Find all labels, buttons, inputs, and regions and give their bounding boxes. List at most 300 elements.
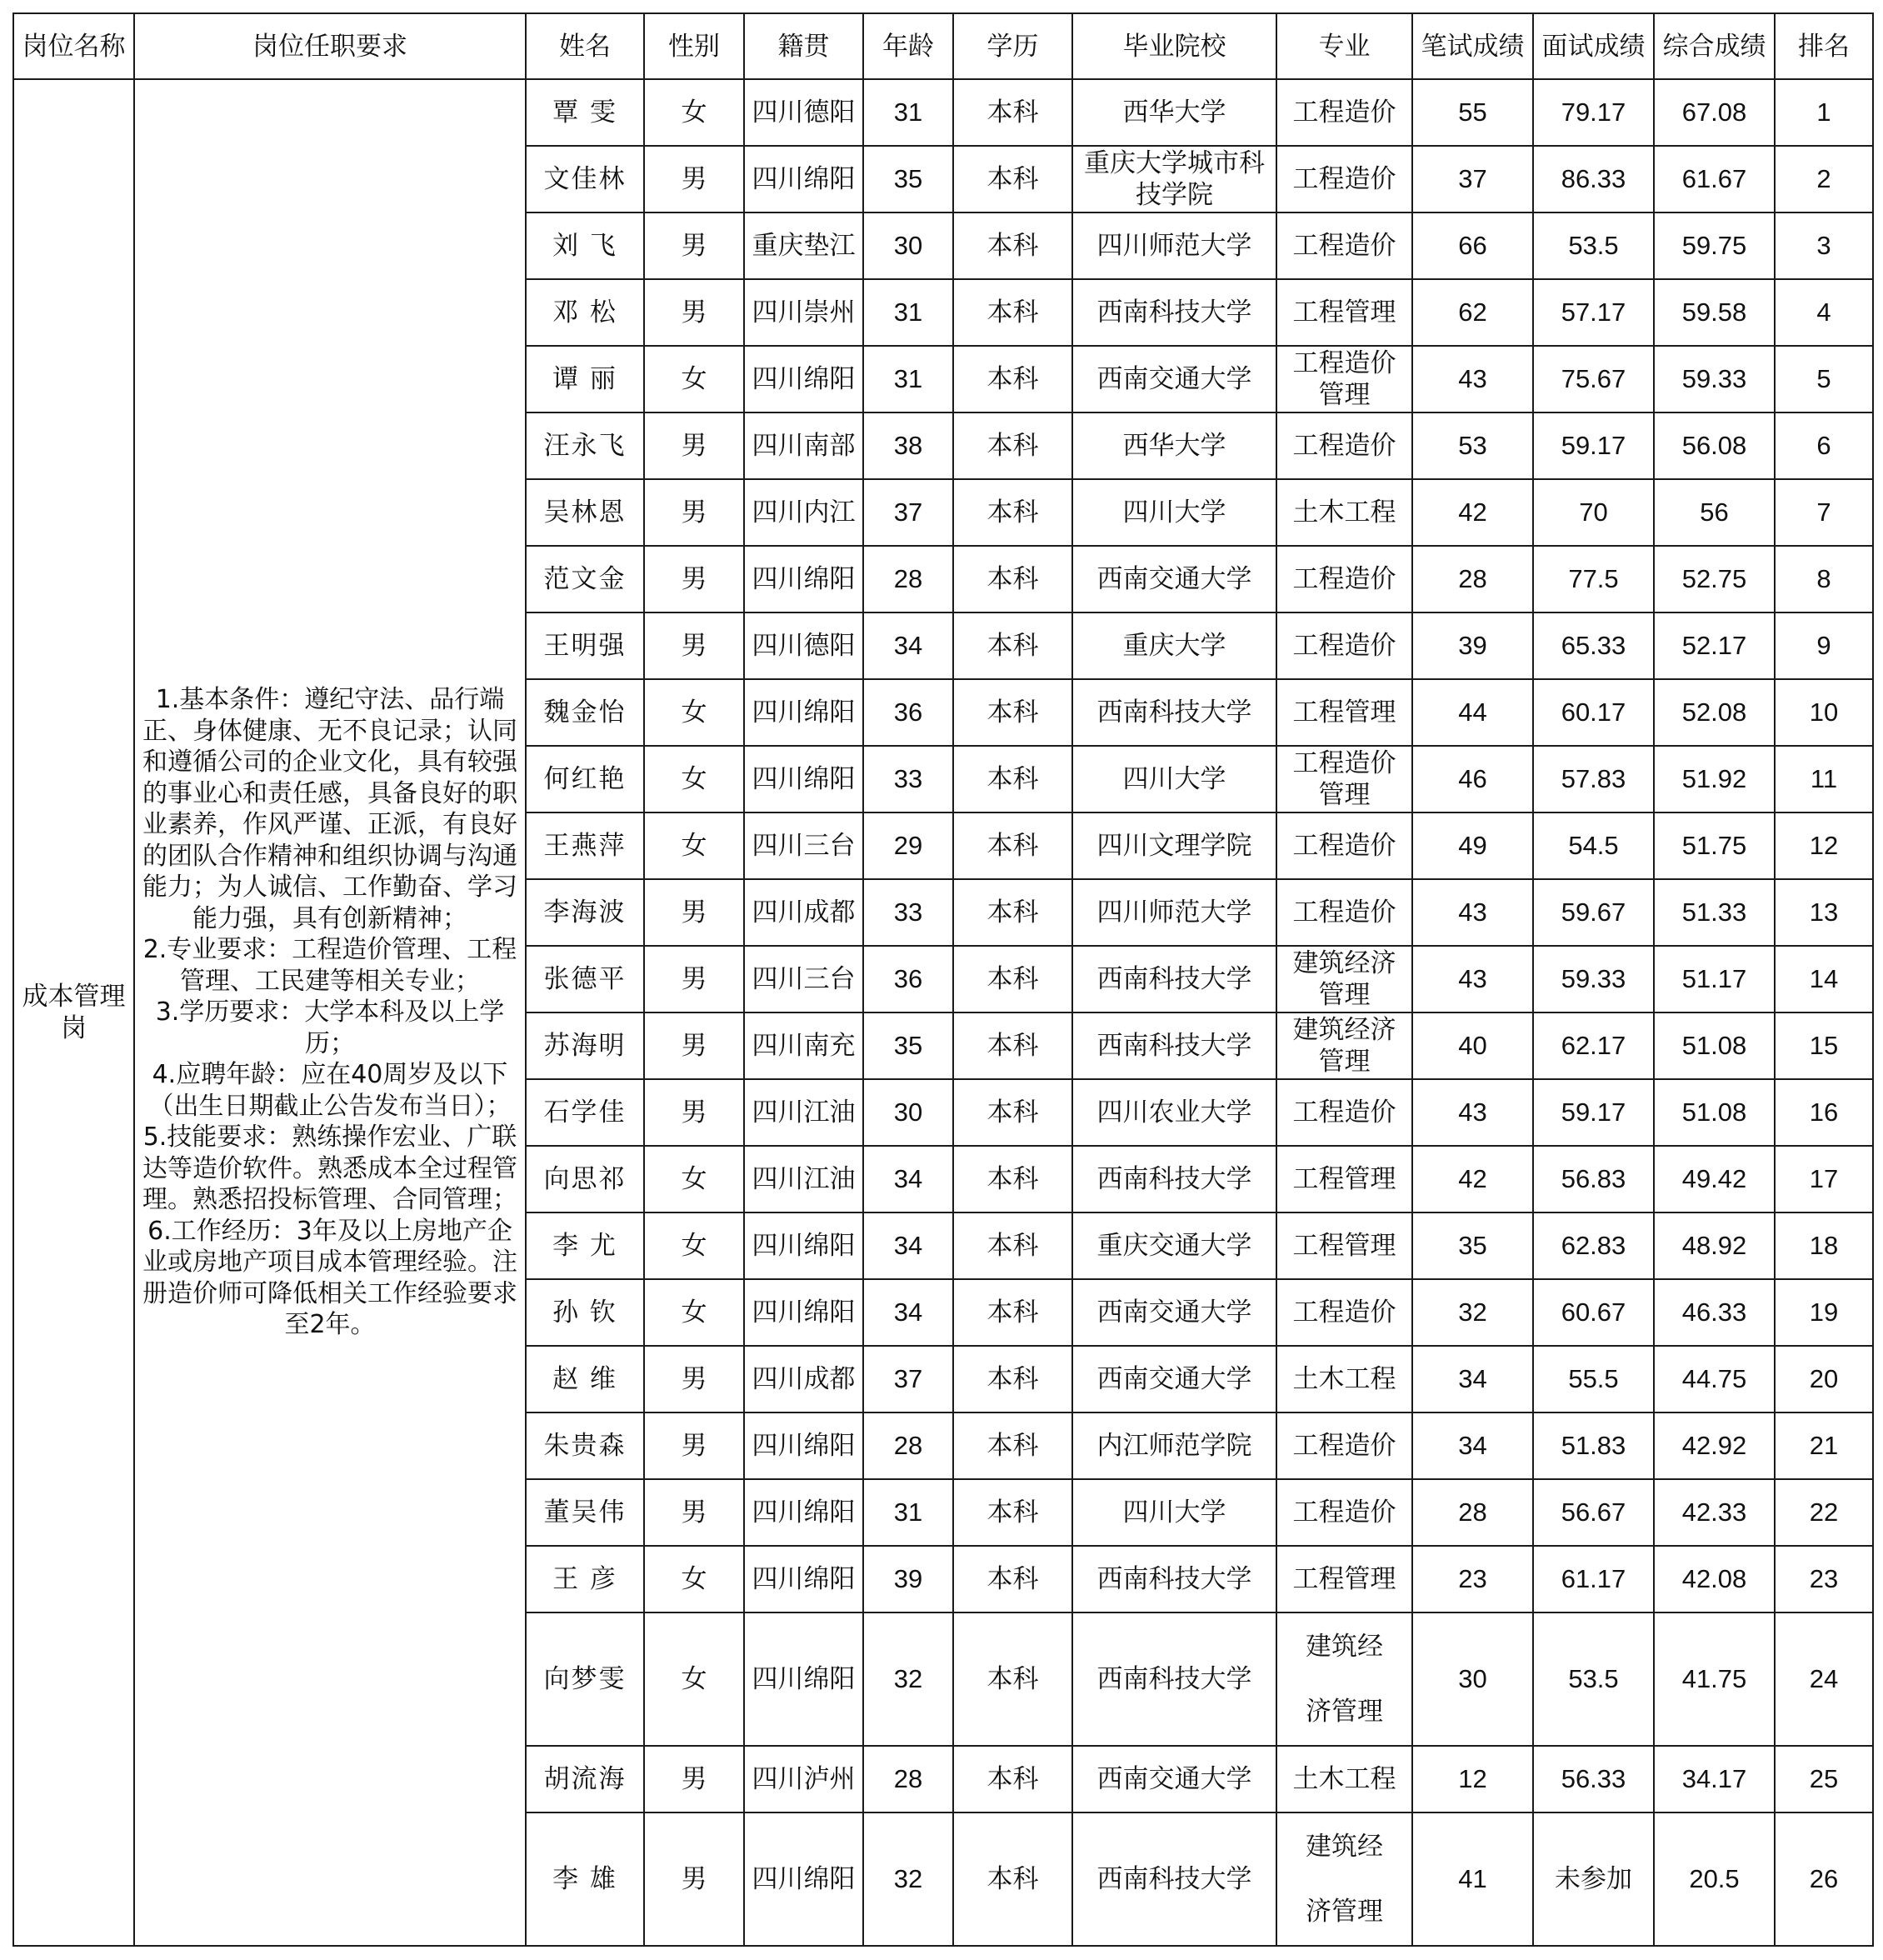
name-cell: 王 彦 — [526, 1546, 644, 1612]
name-cell: 石学佳 — [526, 1079, 644, 1146]
name-cell: 朱贵森 — [526, 1412, 644, 1479]
total-score-cell: 51.33 — [1654, 879, 1775, 946]
total-score-cell: 56.08 — [1654, 412, 1775, 479]
school-cell: 西华大学 — [1072, 412, 1276, 479]
education-cell: 本科 — [953, 1612, 1072, 1746]
major-cell: 工程管理 — [1276, 1546, 1412, 1612]
written-score-cell: 41 — [1412, 1812, 1533, 1946]
written-score-cell: 28 — [1412, 1479, 1533, 1546]
written-score-cell: 46 — [1412, 746, 1533, 812]
header-requirements: 岗位任职要求 — [134, 13, 526, 79]
name-cell: 李 尤 — [526, 1212, 644, 1279]
school-cell: 四川农业大学 — [1072, 1079, 1276, 1146]
total-score-cell: 56 — [1654, 479, 1775, 546]
origin-cell: 四川绵阳 — [744, 1812, 863, 1946]
rank-cell: 23 — [1775, 1546, 1873, 1612]
name-cell: 谭 丽 — [526, 346, 644, 412]
written-score-cell: 62 — [1412, 279, 1533, 346]
school-cell: 西南科技大学 — [1072, 1812, 1276, 1946]
gender-cell: 女 — [644, 1212, 744, 1279]
major-cell: 建筑经济管理 — [1276, 1012, 1412, 1079]
rank-cell: 16 — [1775, 1079, 1873, 1146]
major-cell: 工程造价 — [1276, 1079, 1412, 1146]
school-cell: 西南交通大学 — [1072, 346, 1276, 412]
interview-score-cell: 59.17 — [1533, 1079, 1654, 1146]
gender-cell: 女 — [644, 812, 744, 879]
gender-cell: 男 — [644, 1746, 744, 1812]
written-score-cell: 43 — [1412, 1079, 1533, 1146]
header-gender: 性别 — [644, 13, 744, 79]
major-cell: 建筑经济管理 — [1276, 1812, 1412, 1946]
major-cell: 工程管理 — [1276, 279, 1412, 346]
name-cell: 邓 松 — [526, 279, 644, 346]
total-score-cell: 59.75 — [1654, 212, 1775, 279]
age-cell: 28 — [863, 1746, 953, 1812]
gender-cell: 男 — [644, 412, 744, 479]
origin-cell: 四川德阳 — [744, 612, 863, 679]
school-cell: 内江师范学院 — [1072, 1412, 1276, 1479]
interview-score-cell: 79.17 — [1533, 79, 1654, 146]
origin-cell: 重庆垫江 — [744, 212, 863, 279]
interview-score-cell: 53.5 — [1533, 1612, 1654, 1746]
age-cell: 31 — [863, 279, 953, 346]
age-cell: 33 — [863, 746, 953, 812]
total-score-cell: 46.33 — [1654, 1279, 1775, 1346]
major-cell: 工程造价 — [1276, 612, 1412, 679]
written-score-cell: 12 — [1412, 1746, 1533, 1812]
interview-score-cell: 未参加 — [1533, 1812, 1654, 1946]
total-score-cell: 48.92 — [1654, 1212, 1775, 1279]
gender-cell: 男 — [644, 1079, 744, 1146]
total-score-cell: 34.17 — [1654, 1746, 1775, 1812]
education-cell: 本科 — [953, 879, 1072, 946]
written-score-cell: 43 — [1412, 879, 1533, 946]
origin-cell: 四川绵阳 — [744, 546, 863, 612]
written-score-cell: 43 — [1412, 946, 1533, 1012]
written-score-cell: 42 — [1412, 1146, 1533, 1212]
requirement-item: 5.技能要求：熟练操作宏业、广联达等造价软件。熟悉成本全过程管理。熟悉招投标管理、合同管理； — [142, 1122, 517, 1215]
school-cell: 四川师范大学 — [1072, 212, 1276, 279]
origin-cell: 四川绵阳 — [744, 746, 863, 812]
name-cell: 刘 飞 — [526, 212, 644, 279]
rank-cell: 12 — [1775, 812, 1873, 879]
age-cell: 37 — [863, 1346, 953, 1412]
interview-score-cell: 86.33 — [1533, 146, 1654, 212]
origin-cell: 四川绵阳 — [744, 1279, 863, 1346]
education-cell: 本科 — [953, 1812, 1072, 1946]
results-table — [12, 12, 1874, 1947]
header-written-score: 笔试成绩 — [1412, 13, 1533, 79]
gender-cell: 男 — [644, 146, 744, 212]
gender-cell: 女 — [644, 1546, 744, 1612]
origin-cell: 四川绵阳 — [744, 1212, 863, 1279]
total-score-cell: 51.75 — [1654, 812, 1775, 879]
total-score-cell: 51.92 — [1654, 746, 1775, 812]
interview-score-cell: 51.83 — [1533, 1412, 1654, 1479]
rank-cell: 9 — [1775, 612, 1873, 679]
education-cell: 本科 — [953, 1012, 1072, 1079]
name-cell: 汪永飞 — [526, 412, 644, 479]
rank-cell: 11 — [1775, 746, 1873, 812]
interview-score-cell: 60.67 — [1533, 1279, 1654, 1346]
requirement-item: 4.应聘年龄：应在40周岁及以下（出生日期截止公告发布当日）； — [148, 1060, 512, 1121]
name-cell: 魏金怡 — [526, 679, 644, 746]
age-cell: 36 — [863, 679, 953, 746]
header-interview-score: 面试成绩 — [1533, 13, 1654, 79]
interview-score-cell: 62.17 — [1533, 1012, 1654, 1079]
school-cell: 西南交通大学 — [1072, 1746, 1276, 1812]
total-score-cell: 41.75 — [1654, 1612, 1775, 1746]
gender-cell: 男 — [644, 1346, 744, 1412]
requirement-item: 2.专业要求：工程造价管理、工程管理、工民建等相关专业； — [142, 935, 517, 996]
header-row — [13, 13, 1873, 79]
interview-score-cell: 54.5 — [1533, 812, 1654, 879]
school-cell: 重庆大学 — [1072, 612, 1276, 679]
age-cell: 31 — [863, 1479, 953, 1546]
origin-cell: 四川绵阳 — [744, 1546, 863, 1612]
age-cell: 38 — [863, 412, 953, 479]
age-cell: 28 — [863, 1412, 953, 1479]
header-education: 学历 — [953, 13, 1072, 79]
rank-cell: 4 — [1775, 279, 1873, 346]
major-cell: 工程管理 — [1276, 1212, 1412, 1279]
origin-cell: 四川崇州 — [744, 279, 863, 346]
written-score-cell: 34 — [1412, 1346, 1533, 1412]
name-cell: 李海波 — [526, 879, 644, 946]
school-cell: 西南科技大学 — [1072, 1546, 1276, 1612]
requirement-item: 3.学历要求：大学本科及以上学历； — [155, 998, 505, 1058]
name-cell: 王燕萍 — [526, 812, 644, 879]
gender-cell: 男 — [644, 879, 744, 946]
gender-cell: 女 — [644, 1146, 744, 1212]
written-score-cell: 35 — [1412, 1212, 1533, 1279]
school-cell: 四川大学 — [1072, 1479, 1276, 1546]
rank-cell: 1 — [1775, 79, 1873, 146]
major-cell: 工程造价 — [1276, 146, 1412, 212]
education-cell: 本科 — [953, 1412, 1072, 1479]
name-cell: 赵 维 — [526, 1346, 644, 1412]
name-cell: 李 雄 — [526, 1812, 644, 1946]
rank-cell: 3 — [1775, 212, 1873, 279]
name-cell: 吴林恩 — [526, 479, 644, 546]
written-score-cell: 40 — [1412, 1012, 1533, 1079]
rank-cell: 7 — [1775, 479, 1873, 546]
major-cell: 工程造价 — [1276, 1279, 1412, 1346]
education-cell: 本科 — [953, 346, 1072, 412]
origin-cell: 四川绵阳 — [744, 1612, 863, 1746]
origin-cell: 四川成都 — [744, 1346, 863, 1412]
header-total-score: 综合成绩 — [1654, 13, 1775, 79]
school-cell: 西南科技大学 — [1072, 279, 1276, 346]
major-cell: 工程造价 — [1276, 1412, 1412, 1479]
interview-score-cell: 65.33 — [1533, 612, 1654, 679]
major-cell: 工程造价 — [1276, 812, 1412, 879]
header-major: 专业 — [1276, 13, 1412, 79]
total-score-cell: 20.5 — [1654, 1812, 1775, 1946]
total-score-cell: 49.42 — [1654, 1146, 1775, 1212]
origin-cell: 四川德阳 — [744, 79, 863, 146]
interview-score-cell: 61.17 — [1533, 1546, 1654, 1612]
age-cell: 33 — [863, 879, 953, 946]
total-score-cell: 52.75 — [1654, 546, 1775, 612]
interview-score-cell: 56.83 — [1533, 1146, 1654, 1212]
major-cell: 工程造价管理 — [1276, 746, 1412, 812]
total-score-cell: 61.67 — [1654, 146, 1775, 212]
rank-cell: 8 — [1775, 546, 1873, 612]
origin-cell: 四川绵阳 — [744, 1479, 863, 1546]
origin-cell: 四川绵阳 — [744, 1412, 863, 1479]
written-score-cell: 42 — [1412, 479, 1533, 546]
age-cell: 34 — [863, 1146, 953, 1212]
major-cell: 工程管理 — [1276, 1146, 1412, 1212]
gender-cell: 男 — [644, 1012, 744, 1079]
total-score-cell: 59.58 — [1654, 279, 1775, 346]
age-cell: 32 — [863, 1612, 953, 1746]
education-cell: 本科 — [953, 812, 1072, 879]
header-position: 岗位名称 — [13, 13, 134, 79]
education-cell: 本科 — [953, 212, 1072, 279]
name-cell: 文佳林 — [526, 146, 644, 212]
name-cell: 张德平 — [526, 946, 644, 1012]
age-cell: 34 — [863, 1212, 953, 1279]
age-cell: 30 — [863, 1079, 953, 1146]
table-body — [13, 79, 1873, 1946]
header-age: 年龄 — [863, 13, 953, 79]
school-cell: 四川文理学院 — [1072, 812, 1276, 879]
education-cell: 本科 — [953, 479, 1072, 546]
gender-cell: 男 — [644, 212, 744, 279]
interview-score-cell: 59.33 — [1533, 946, 1654, 1012]
written-score-cell: 55 — [1412, 79, 1533, 146]
major-cell: 工程造价 — [1276, 212, 1412, 279]
total-score-cell: 52.08 — [1654, 679, 1775, 746]
written-score-cell: 23 — [1412, 1546, 1533, 1612]
rank-cell: 21 — [1775, 1412, 1873, 1479]
written-score-cell: 28 — [1412, 546, 1533, 612]
school-cell: 西南交通大学 — [1072, 1346, 1276, 1412]
school-cell: 西南科技大学 — [1072, 679, 1276, 746]
interview-score-cell: 57.17 — [1533, 279, 1654, 346]
age-cell: 35 — [863, 1012, 953, 1079]
name-cell: 董吴伟 — [526, 1479, 644, 1546]
age-cell: 34 — [863, 612, 953, 679]
total-score-cell: 42.33 — [1654, 1479, 1775, 1546]
interview-score-cell: 55.5 — [1533, 1346, 1654, 1412]
position-name-cell: 成本管理岗 — [13, 79, 134, 1946]
school-cell: 四川大学 — [1072, 746, 1276, 812]
gender-cell: 男 — [644, 479, 744, 546]
education-cell: 本科 — [953, 1346, 1072, 1412]
major-cell: 土木工程 — [1276, 1746, 1412, 1812]
major-cell: 土木工程 — [1276, 479, 1412, 546]
major-cell: 工程造价 — [1276, 412, 1412, 479]
origin-cell: 四川南部 — [744, 412, 863, 479]
name-cell: 向梦雯 — [526, 1612, 644, 1746]
interview-score-cell: 77.5 — [1533, 546, 1654, 612]
rank-cell: 13 — [1775, 879, 1873, 946]
education-cell: 本科 — [953, 1146, 1072, 1212]
education-cell: 本科 — [953, 412, 1072, 479]
total-score-cell: 59.33 — [1654, 346, 1775, 412]
name-cell: 王明强 — [526, 612, 644, 679]
education-cell: 本科 — [953, 279, 1072, 346]
gender-cell: 男 — [644, 1412, 744, 1479]
origin-cell: 四川江油 — [744, 1146, 863, 1212]
interview-score-cell: 59.17 — [1533, 412, 1654, 479]
total-score-cell: 42.08 — [1654, 1546, 1775, 1612]
header-origin: 籍贯 — [744, 13, 863, 79]
education-cell: 本科 — [953, 146, 1072, 212]
age-cell: 28 — [863, 546, 953, 612]
written-score-cell: 66 — [1412, 212, 1533, 279]
rank-cell: 17 — [1775, 1146, 1873, 1212]
school-cell: 西南科技大学 — [1072, 946, 1276, 1012]
education-cell: 本科 — [953, 1546, 1072, 1612]
origin-cell: 四川南充 — [744, 1012, 863, 1079]
age-cell: 31 — [863, 346, 953, 412]
gender-cell: 女 — [644, 1612, 744, 1746]
school-cell: 四川大学 — [1072, 479, 1276, 546]
origin-cell: 四川内江 — [744, 479, 863, 546]
origin-cell: 四川绵阳 — [744, 346, 863, 412]
name-cell: 苏海明 — [526, 1012, 644, 1079]
total-score-cell: 67.08 — [1654, 79, 1775, 146]
gender-cell: 女 — [644, 1279, 744, 1346]
gender-cell: 女 — [644, 746, 744, 812]
major-cell: 工程造价 — [1276, 1479, 1412, 1546]
age-cell: 31 — [863, 79, 953, 146]
written-score-cell: 49 — [1412, 812, 1533, 879]
education-cell: 本科 — [953, 1279, 1072, 1346]
rank-cell: 22 — [1775, 1479, 1873, 1546]
origin-cell: 四川绵阳 — [744, 146, 863, 212]
gender-cell: 男 — [644, 946, 744, 1012]
rank-cell: 14 — [1775, 946, 1873, 1012]
written-score-cell: 34 — [1412, 1412, 1533, 1479]
education-cell: 本科 — [953, 679, 1072, 746]
interview-score-cell: 59.67 — [1533, 879, 1654, 946]
interview-score-cell: 56.67 — [1533, 1479, 1654, 1546]
written-score-cell: 39 — [1412, 612, 1533, 679]
name-cell: 何红艳 — [526, 746, 644, 812]
gender-cell: 女 — [644, 679, 744, 746]
interview-score-cell: 56.33 — [1533, 1746, 1654, 1812]
total-score-cell: 51.17 — [1654, 946, 1775, 1012]
age-cell: 35 — [863, 146, 953, 212]
interview-score-cell: 57.83 — [1533, 746, 1654, 812]
written-score-cell: 44 — [1412, 679, 1533, 746]
interview-score-cell: 62.83 — [1533, 1212, 1654, 1279]
school-cell: 西华大学 — [1072, 79, 1276, 146]
origin-cell: 四川绵阳 — [744, 679, 863, 746]
age-cell: 32 — [863, 1812, 953, 1946]
rank-cell: 15 — [1775, 1012, 1873, 1079]
education-cell: 本科 — [953, 1746, 1072, 1812]
gender-cell: 女 — [644, 346, 744, 412]
gender-cell: 男 — [644, 1479, 744, 1546]
education-cell: 本科 — [953, 1079, 1072, 1146]
gender-cell: 男 — [644, 1812, 744, 1946]
total-score-cell: 52.17 — [1654, 612, 1775, 679]
major-cell: 工程管理 — [1276, 679, 1412, 746]
major-cell: 建筑经济管理 — [1276, 1612, 1412, 1746]
education-cell: 本科 — [953, 1479, 1072, 1546]
origin-cell: 四川成都 — [744, 879, 863, 946]
education-cell: 本科 — [953, 546, 1072, 612]
rank-cell: 19 — [1775, 1279, 1873, 1346]
school-cell: 四川师范大学 — [1072, 879, 1276, 946]
rank-cell: 24 — [1775, 1612, 1873, 1746]
written-score-cell: 37 — [1412, 146, 1533, 212]
rank-cell: 2 — [1775, 146, 1873, 212]
total-score-cell: 44.75 — [1654, 1346, 1775, 1412]
name-cell: 向思祁 — [526, 1146, 644, 1212]
origin-cell: 四川江油 — [744, 1079, 863, 1146]
gender-cell: 男 — [644, 612, 744, 679]
origin-cell: 四川三台 — [744, 946, 863, 1012]
header-school: 毕业院校 — [1072, 13, 1276, 79]
age-cell: 34 — [863, 1279, 953, 1346]
school-cell: 西南交通大学 — [1072, 1279, 1276, 1346]
written-score-cell: 32 — [1412, 1279, 1533, 1346]
interview-score-cell: 60.17 — [1533, 679, 1654, 746]
age-cell: 37 — [863, 479, 953, 546]
interview-score-cell: 70 — [1533, 479, 1654, 546]
rank-cell: 5 — [1775, 346, 1873, 412]
major-cell: 土木工程 — [1276, 1346, 1412, 1412]
origin-cell: 四川三台 — [744, 812, 863, 879]
interview-score-cell: 75.67 — [1533, 346, 1654, 412]
major-cell: 建筑经济管理 — [1276, 946, 1412, 1012]
total-score-cell: 51.08 — [1654, 1079, 1775, 1146]
gender-cell: 男 — [644, 546, 744, 612]
rank-cell: 18 — [1775, 1212, 1873, 1279]
origin-cell: 四川泸州 — [744, 1746, 863, 1812]
school-cell: 西南科技大学 — [1072, 1612, 1276, 1746]
age-cell: 36 — [863, 946, 953, 1012]
rank-cell: 26 — [1775, 1812, 1873, 1946]
school-cell: 重庆大学城市科技学院 — [1072, 146, 1276, 212]
name-cell: 覃 雯 — [526, 79, 644, 146]
education-cell: 本科 — [953, 79, 1072, 146]
requirement-item: 6.工作经历：3年及以上房地产企业或房地产项目成本管理经验。注册造价师可降低相关工作经验要求至2年。 — [142, 1216, 517, 1340]
written-score-cell: 43 — [1412, 346, 1533, 412]
table-row — [13, 79, 1873, 146]
education-cell: 本科 — [953, 746, 1072, 812]
name-cell: 范文金 — [526, 546, 644, 612]
major-cell: 工程造价管理 — [1276, 346, 1412, 412]
written-score-cell: 53 — [1412, 412, 1533, 479]
school-cell: 西南科技大学 — [1072, 1012, 1276, 1079]
education-cell: 本科 — [953, 1212, 1072, 1279]
gender-cell: 女 — [644, 79, 744, 146]
major-cell: 工程造价 — [1276, 79, 1412, 146]
requirements-cell — [134, 79, 526, 1946]
age-cell: 39 — [863, 1546, 953, 1612]
school-cell: 重庆交通大学 — [1072, 1212, 1276, 1279]
total-score-cell: 42.92 — [1654, 1412, 1775, 1479]
school-cell: 西南科技大学 — [1072, 1146, 1276, 1212]
education-cell: 本科 — [953, 612, 1072, 679]
name-cell: 胡流海 — [526, 1746, 644, 1812]
rank-cell: 20 — [1775, 1346, 1873, 1412]
interview-score-cell: 53.5 — [1533, 212, 1654, 279]
major-cell: 工程造价 — [1276, 879, 1412, 946]
major-cell: 工程造价 — [1276, 546, 1412, 612]
written-score-cell: 30 — [1412, 1612, 1533, 1746]
education-cell: 本科 — [953, 946, 1072, 1012]
age-cell: 30 — [863, 212, 953, 279]
